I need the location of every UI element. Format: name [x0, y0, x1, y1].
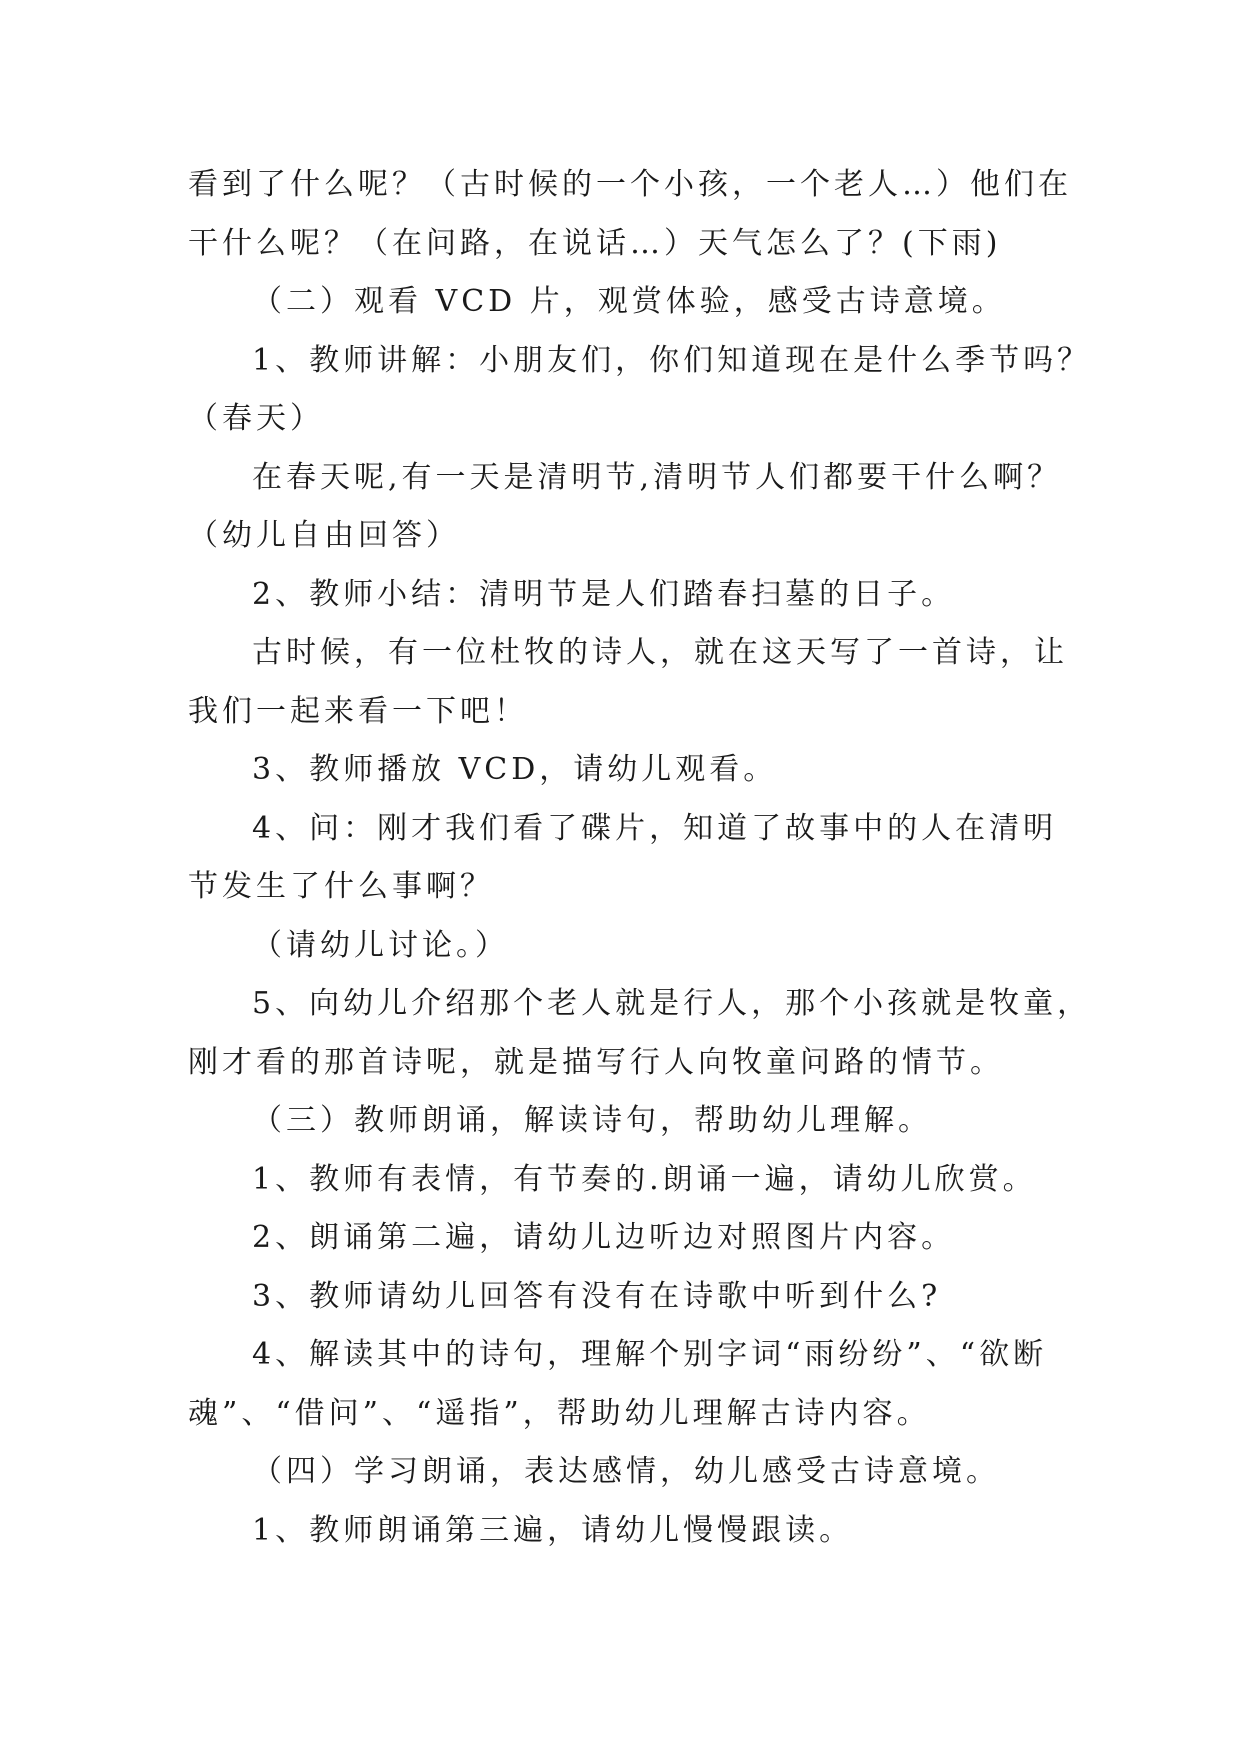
text-line-18: 1、教师有表情，有节奏的.朗诵一遍，请幼儿欣赏。 [252, 1161, 1037, 1197]
text-line-12: 4、问：刚才我们看了碟片，知道了故事中的人在清明 [252, 810, 1058, 846]
text-line-11: 3、教师播放 VCD，请幼儿观看。 [252, 752, 778, 787]
text-line-10: 我们一起来看一下吧！ [188, 693, 528, 729]
text-line-6: 在春天呢,有一天是清明节,清明节人们都要干什么啊？ [252, 459, 1062, 495]
section-heading-3: （三）教师朗诵，解读诗句，帮助幼儿理解。 [252, 1103, 932, 1138]
text-line-4: 1、教师讲解：小朋友们，你们知道现在是什么季节吗？ [252, 342, 1092, 378]
text-line-8: 2、教师小结：清明节是人们踏春扫墓的日子。 [252, 576, 956, 612]
text-line-15: 5、向幼儿介绍那个老人就是行人，那个小孩就是牧童， [252, 986, 1092, 1021]
text-line-16: 刚才看的那首诗呢，就是描写行人向牧童问路的情节。 [188, 1044, 1004, 1080]
text-line-13: 节发生了什么事啊？ [188, 869, 494, 904]
document-body [188, 156, 1092, 1560]
text-line-20: 3、教师请幼儿回答有没有在诗歌中听到什么? [252, 1278, 942, 1314]
text-line-21: 4、解读其中的诗句，理解个别字词“雨纷纷”、“欲断 [252, 1337, 1048, 1372]
text-line-22: 魂”、“借问”、“遥指”，帮助幼儿理解古诗内容。 [188, 1395, 931, 1431]
section-heading-2: （二）观看 VCD 片，观赏体验，感受古诗意境。 [252, 284, 1006, 319]
text-line-1: 看到了什么呢？（古时候的一个小孩，一个老人…）他们在 [188, 167, 1072, 202]
text-line-24: 1、教师朗诵第三遍，请幼儿慢慢跟读。 [252, 1512, 854, 1548]
text-line-14: （请幼儿讨论。） [252, 927, 509, 963]
text-line-9: 古时候，有一位杜牧的诗人，就在这天写了一首诗，让 [252, 635, 1068, 670]
text-line-5: （春天） [188, 401, 324, 436]
section-heading-4: （四）学习朗诵，表达感情，幼儿感受古诗意境。 [252, 1454, 1000, 1489]
text-line-7: （幼儿自由回答） [188, 518, 460, 553]
text-line-2: 干什么呢？（在问路，在说话…）天气怎么了？(下雨) [188, 225, 1002, 261]
text-line-19: 2、朗诵第二遍，请幼儿边听边对照图片内容。 [252, 1220, 956, 1255]
